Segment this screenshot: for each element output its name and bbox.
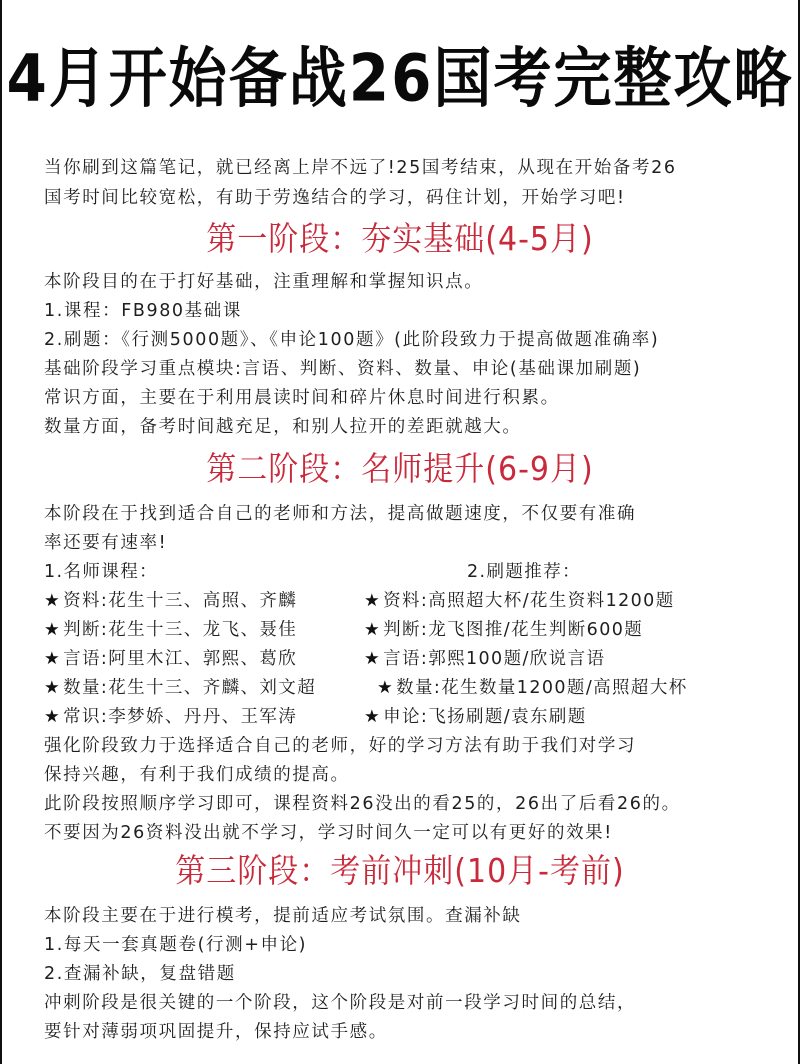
page-title: 4月开始备战26国考完整攻略 bbox=[6, 39, 794, 117]
stage3-line: 冲刺阶段是很关键的一个阶段，这个阶段是对前一段学习时间的总结， bbox=[44, 993, 637, 1013]
star-icon: ★ bbox=[364, 591, 382, 611]
practice-item: ★ 言语:郭熙100题/欣说言语 bbox=[364, 649, 606, 669]
star-icon: ★ bbox=[377, 678, 395, 698]
stage1-line: 常识方面，主要在于利用晨读时间和碎片休息时间进行积累。 bbox=[44, 388, 560, 408]
stage2-outro-line: 此阶段按照顺序学习即可，课程资料26没出的看25的，26出了后看26的。 bbox=[44, 794, 681, 814]
star-icon: ★ bbox=[44, 620, 62, 640]
star-icon: ★ bbox=[44, 707, 62, 727]
star-icon: ★ bbox=[44, 591, 62, 611]
teacher-item: ★ 常识:李梦娇、丹丹、王军涛 bbox=[44, 707, 298, 727]
practice-header: 2.刷题推荐： bbox=[467, 562, 581, 582]
star-icon: ★ bbox=[44, 649, 62, 669]
teachers-header: 1.名师课程： bbox=[44, 562, 158, 582]
practice-item: ★ 申论:飞扬刷题/袁东刷题 bbox=[364, 707, 587, 727]
stage1-line: 2.刷题：《行测5000题》、《申论100题》(此阶段致力于提高做题准确率) bbox=[44, 330, 660, 350]
teacher-item: ★ 言语:阿里木江、郭熙、葛欣 bbox=[44, 649, 298, 669]
stage1-line: 本阶段目的在于打好基础，注重理解和掌握知识点。 bbox=[44, 272, 484, 292]
stage2-intro-line: 率还要有速率! bbox=[44, 533, 168, 553]
intro-line: 当你刷到这篇笔记，就已经离上岸不远了!25国考结束，从现在开始备考26 bbox=[44, 158, 677, 178]
stage1-heading: 第一阶段：夯实基础(4-5月) bbox=[206, 220, 594, 259]
stage2-outro-line: 强化阶段致力于选择适合自己的老师，好的学习方法有助于我们对学习 bbox=[44, 736, 637, 756]
teacher-item: ★ 数量:花生十三、齐麟、刘文超 bbox=[44, 678, 317, 698]
practice-item: ★ 数量:花生数量1200题/高照超大杯 bbox=[377, 678, 688, 698]
stage1-line: 数量方面，备考时间越充足，和别人拉开的差距就越大。 bbox=[44, 417, 522, 437]
stage2-outro-line: 不要因为26资料没出就不学习，学习时间久一定可以有更好的效果! bbox=[44, 823, 613, 843]
practice-item: ★ 资料:高照超大杯/花生资料1200题 bbox=[364, 591, 675, 611]
stage2-outro-line: 保持兴趣，有利于我们成绩的提高。 bbox=[44, 765, 350, 785]
practice-item: ★ 判断:龙飞图推/花生判断600题 bbox=[364, 620, 644, 640]
star-icon: ★ bbox=[364, 707, 382, 727]
stage3-line: 要针对薄弱项巩固提升，保持应试手感。 bbox=[44, 1022, 388, 1042]
stage3-line: 1.每天一套真题卷(行测+申论) bbox=[44, 935, 308, 955]
stage1-line: 1.课程：FB980基础课 bbox=[44, 301, 242, 321]
stage1-line: 基础阶段学习重点模块:言语、判断、资料、数量、申论(基础课加刷题) bbox=[44, 359, 642, 379]
teacher-item: ★ 资料:花生十三、高照、齐麟 bbox=[44, 591, 298, 611]
star-icon: ★ bbox=[364, 649, 382, 669]
stage2-intro-line: 本阶段在于找到适合自己的老师和方法，提高做题速度，不仅要有准确 bbox=[44, 504, 637, 524]
star-icon: ★ bbox=[44, 678, 62, 698]
star-icon: ★ bbox=[364, 620, 382, 640]
stage3-line: 2.查漏补缺，复盘错题 bbox=[44, 964, 236, 984]
intro-line: 国考时间比较宽松，有助于劳逸结合的学习，码住计划，开始学习吧! bbox=[44, 188, 626, 208]
teacher-item: ★ 判断:花生十三、龙飞、聂佳 bbox=[44, 620, 298, 640]
stage2-heading: 第二阶段：名师提升(6-9月) bbox=[206, 450, 594, 489]
stage3-line: 本阶段主要在于进行模考，提前适应考试氛围。查漏补缺 bbox=[44, 906, 522, 926]
stage3-heading: 第三阶段：考前冲刺(10月-考前) bbox=[175, 852, 625, 891]
